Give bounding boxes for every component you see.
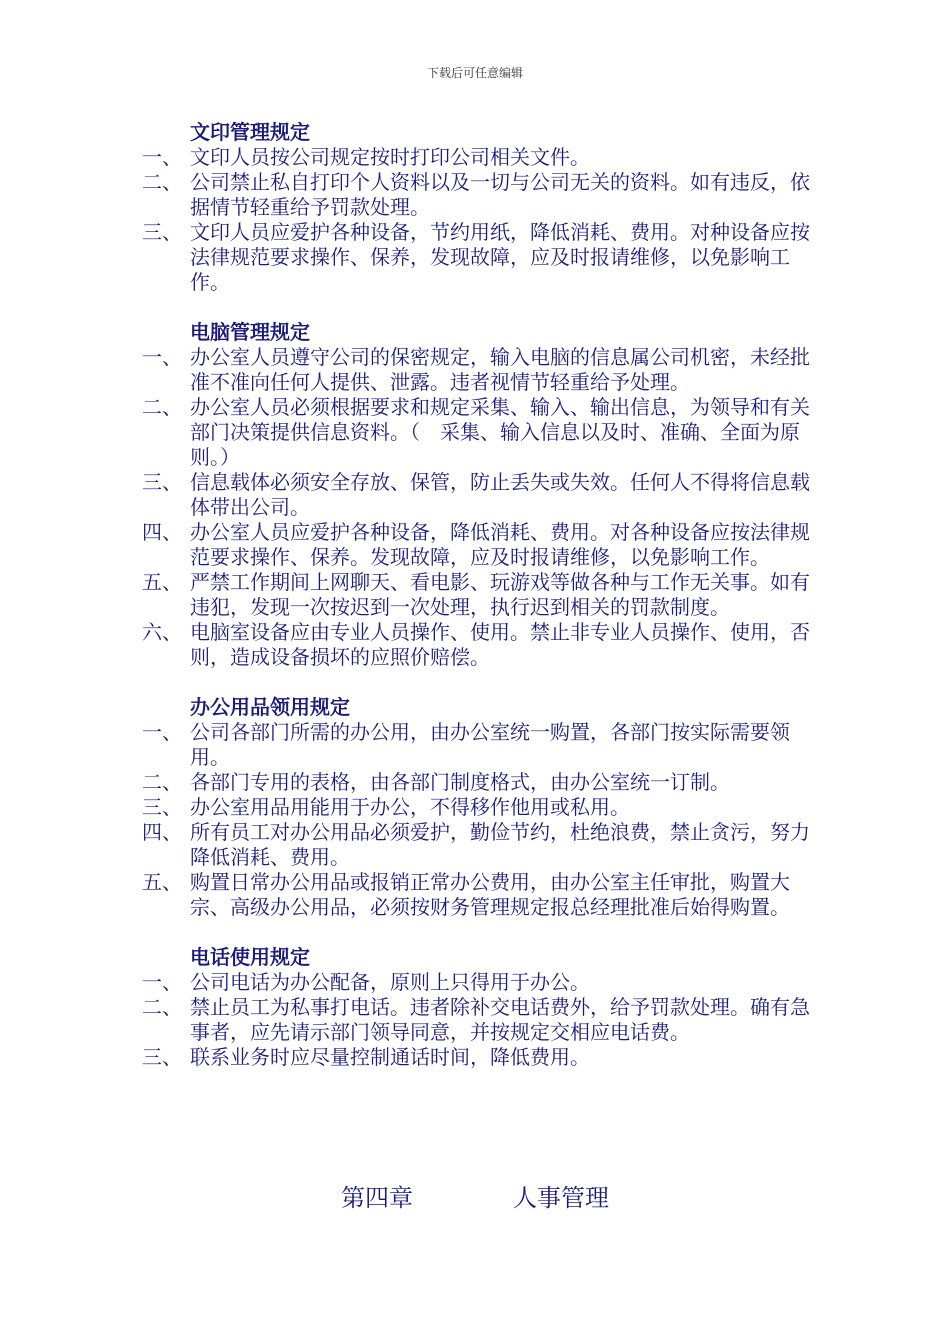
chapter-heading <box>0 1178 950 1213</box>
item-text: 电脑室设备应由专业人员操作、使用。禁止非专业人员操作、使用，否则，造成设备损坏的应照价赔偿。 <box>190 620 810 669</box>
page-header-note: 下载后可任意编辑 <box>426 66 523 80</box>
item-text: 办公室人员遵守公司的保密规定，输入电脑的信息属公司机密，未经批准不准向任何人提供、泄露。违者视情节轻重给予处理。 <box>190 345 810 394</box>
item-number: 二、 <box>142 770 182 794</box>
section-office-supplies <box>142 695 822 920</box>
item-text: 信息载体必须安全存放、保管，防止丢失或失效。任何人不得将信息载体带出公司。 <box>190 470 810 519</box>
list-item <box>142 345 822 395</box>
list-item <box>142 995 822 1045</box>
item-text: 办公室人员必须根据要求和规定采集、输入、输出信息，为领导和有关部门决策提供信息资料。（ 采集、输入信息以及时、准确、全面为原则。） <box>190 395 810 469</box>
chapter-name: 人事管理 <box>513 1184 609 1212</box>
section-telephone <box>142 945 822 1070</box>
item-number: 二、 <box>142 170 182 194</box>
list-item <box>142 170 822 220</box>
item-number: 五、 <box>142 870 182 894</box>
list-item <box>142 145 822 170</box>
list-item <box>142 395 822 470</box>
item-text: 办公室用品用能用于办公，不得移作他用或私用。 <box>190 795 630 819</box>
list-item <box>142 820 822 870</box>
list-item <box>142 620 822 670</box>
document-body <box>142 120 822 1095</box>
list-item <box>142 970 822 995</box>
section-computer <box>142 320 822 670</box>
item-text: 公司禁止私自打印个人资料以及一切与公司无关的资料。如有违反，依据情节轻重给予罚款处理。 <box>190 170 810 219</box>
list-item <box>142 570 822 620</box>
item-number: 三、 <box>142 1045 182 1069</box>
item-text: 文印人员按公司规定按时打印公司相关文件。 <box>190 145 590 169</box>
item-number: 四、 <box>142 820 182 844</box>
item-text: 各部门专用的表格，由各部门制度格式，由办公室统一订制。 <box>190 770 730 794</box>
chapter-number: 第四章 <box>341 1184 413 1212</box>
item-number: 三、 <box>142 795 182 819</box>
item-text: 公司各部门所需的办公用，由办公室统一购置，各部门按实际需要领用。 <box>190 720 790 769</box>
section-printing <box>142 120 822 295</box>
item-number: 三、 <box>142 220 182 244</box>
list-item <box>142 770 822 795</box>
item-text: 购置日常办公用品或报销正常办公费用，由办公室主任审批，购置大宗、高级办公用品，必须按财务管理规定报总经理批准后始得购置。 <box>190 870 790 919</box>
section-title: 文印管理规定 <box>190 120 310 144</box>
item-number: 一、 <box>142 970 182 994</box>
item-number: 二、 <box>142 395 182 419</box>
item-number: 二、 <box>142 995 182 1019</box>
list-item <box>142 870 822 920</box>
list-item <box>142 220 822 295</box>
list-item <box>142 795 822 820</box>
item-number: 一、 <box>142 145 182 169</box>
item-text: 严禁工作期间上网聊天、看电影、玩游戏等做各种与工作无关事。如有违犯，发现一次按迟到一次处理，执行迟到相关的罚款制度。 <box>190 570 810 619</box>
item-number: 三、 <box>142 470 182 494</box>
list-item <box>142 470 822 520</box>
item-text: 联系业务时应尽量控制通话时间，降低费用。 <box>190 1045 590 1069</box>
item-text: 文印人员应爱护各种设备，节约用纸，降低消耗、费用。对种设备应按法律规范要求操作、保养，发现故障，应及时报请维修，以免影响工作。 <box>190 220 810 294</box>
section-title: 电脑管理规定 <box>190 320 310 344</box>
item-number: 四、 <box>142 520 182 544</box>
section-title: 电话使用规定 <box>190 945 310 969</box>
item-number: 一、 <box>142 720 182 744</box>
item-text: 办公室人员应爱护各种设备，降低消耗、费用。对各种设备应按法律规范要求操作、保养。发现故障，应及时报请维修，以免影响工作。 <box>190 520 810 569</box>
item-number: 五、 <box>142 570 182 594</box>
list-item <box>142 720 822 770</box>
list-item <box>142 1045 822 1070</box>
list-item <box>142 520 822 570</box>
item-number: 一、 <box>142 345 182 369</box>
item-text: 禁止员工为私事打电话。违者除补交电话费外，给予罚款处理。确有急事者，应先请示部门领导同意，并按规定交相应电话费。 <box>190 995 810 1044</box>
item-number: 六、 <box>142 620 182 644</box>
section-title: 办公用品领用规定 <box>190 695 350 719</box>
item-text: 公司电话为办公配备，原则上只得用于办公。 <box>190 970 590 994</box>
item-text: 所有员工对办公用品必须爱护，勤俭节约，杜绝浪费，禁止贪污，努力降低消耗、费用。 <box>190 820 810 869</box>
